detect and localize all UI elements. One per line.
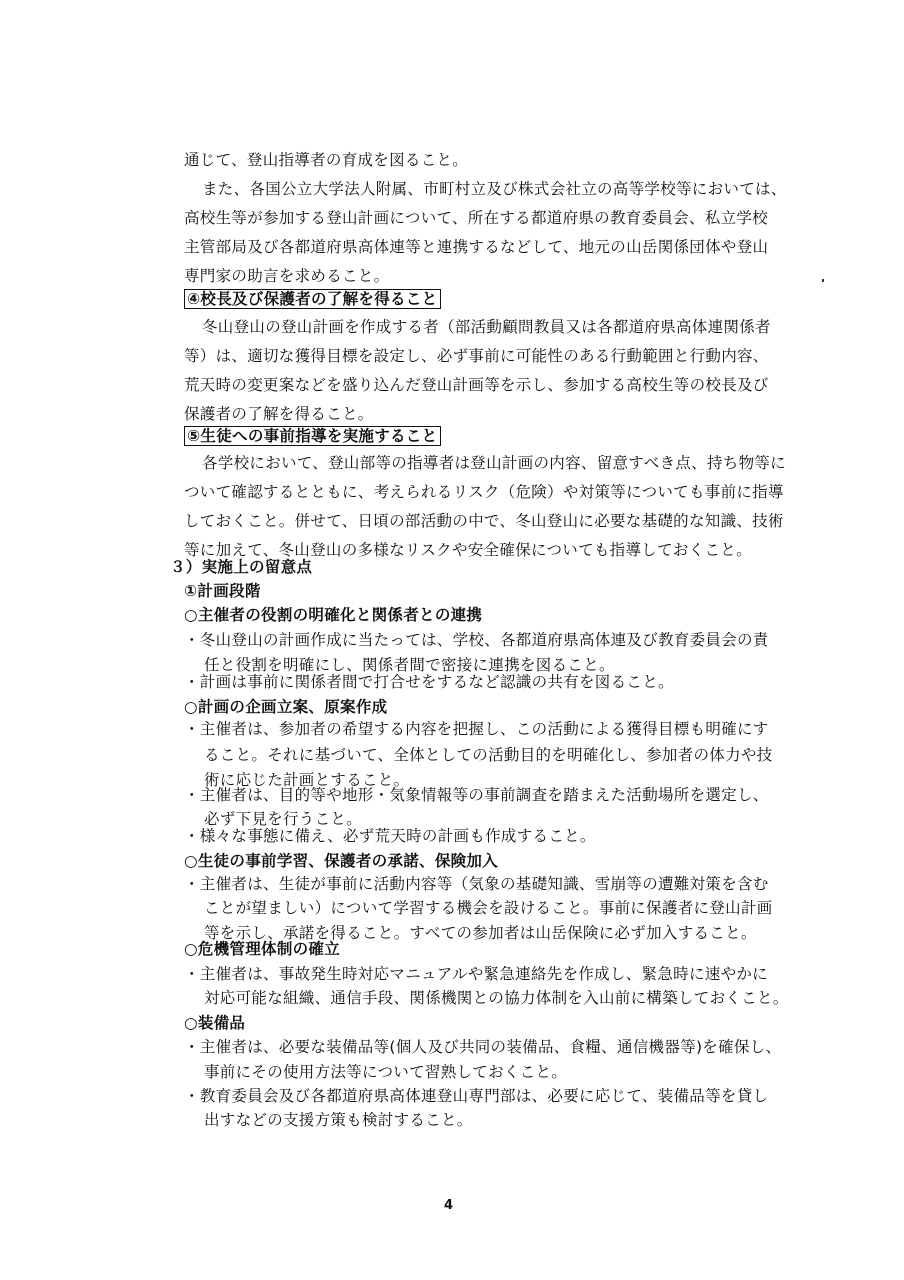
bullet-item-cont: ことが望ましい）について学習する機会を設けること。事前に保護者に登山計画 [204, 899, 773, 917]
group-title: ○生徒の事前学習、保護者の承諾、保険加入 [184, 852, 499, 870]
section-heading-box: ⑤生徒への事前指導を実施すること [184, 426, 441, 446]
bullet-item-cont: 術に応じた計画とすること。 [204, 771, 410, 789]
bullet-item: ・計画は事前に関係者間で打合せをするなど認識の共有を図ること。 [184, 673, 674, 691]
bullet-item: ・主催者は、必要な装備品等(個人及び共同の装備品、食糧、通信機器等)を確保し、 [184, 1038, 782, 1056]
body-text-line: ついて確認するとともに、考えられるリスク（危険）や対策等についても事前に指導 [184, 483, 784, 501]
bullet-item-cont: 任と役割を明確にし、関係者間で密接に連携を図ること。 [204, 656, 615, 674]
section-heading [184, 425, 441, 447]
group-title: ○装備品 [184, 1014, 246, 1032]
body-text-line: しておくこと。併せて、日頃の部活動の中で、冬山登山に必要な基礎的な知識、技術 [184, 512, 784, 530]
group-title: ○主催者の役割の明確化と関係者との連携 [184, 606, 483, 624]
body-text-line: 保護者の了解を得ること。 [184, 405, 374, 423]
bullet-item: ・教育委員会及び各都道府県高体連登山専門部は、必要に応じて、装備品等を貸し [184, 1087, 769, 1105]
bullet-item: ・冬山登山の計画作成に当たっては、学校、各都道府県高体連及び教育委員会の責 [184, 631, 769, 649]
body-text-line: また、各国公立大学法人附属、市町村立及び株式会社立の高等学校等においては、 [202, 180, 787, 198]
bullet-item: ・主催者は、事故発生時対応マニュアルや緊急連絡先を作成し、緊急時に速やかに [184, 965, 768, 983]
subsection-heading: ①計画段階 [184, 582, 261, 600]
body-text-line: 通じて、登山指導者の育成を図ること。 [184, 151, 469, 169]
body-text-line: 高校生等が参加する登山計画について、所在する都道府県の教育委員会、私立学校 [184, 209, 768, 227]
body-text-line: 荒天時の変更案などを盛り込んだ登山計画等を示し、参加する高校生等の校長及び [184, 376, 769, 394]
bullet-item-cont: 必ず下見を行うこと。 [204, 810, 363, 828]
group-title: ○計画の企画立案、原案作成 [184, 698, 388, 716]
bullet-item: ・主催者は、参加者の希望する内容を把握し、この活動による獲得目標も明確にす [184, 720, 769, 738]
group-title: ○危機管理体制の確立 [184, 940, 341, 958]
bullet-item-cont: ること。それに基づいて、全体としての活動目的を明確化し、参加者の体力や技 [204, 746, 773, 764]
scan-speck [822, 279, 824, 282]
body-text-line: 等）は、適切な獲得目標を設定し、必ず事前に可能性のある行動範囲と行動内容、 [184, 347, 769, 365]
bullet-item: ・様々な事態に備え、必ず荒天時の計画も作成すること。 [184, 827, 596, 845]
body-text-line: 主管部局及び各都道府県高体連等と連携するなどして、地元の山岳関係団体や登山 [184, 238, 769, 256]
bullet-item-cont: 対応可能な組織、通信手段、関係機関との協力体制を入山前に構築しておくこと。 [204, 989, 789, 1007]
bullet-item: ・主催者は、目的等や地形・気象情報等の事前調査を踏まえた活動場所を選定し、 [184, 786, 769, 804]
body-text-line: 等に加えて、冬山登山の多様なリスクや安全確保についても指導しておくこと。 [184, 541, 752, 559]
section-heading-box: ④校長及び保護者の了解を得ること [184, 289, 441, 309]
body-text-line: 冬山登山の登山計画を作成する者（部活動顧問教員又は各都道府県高体連関係者 [202, 318, 771, 336]
bullet-item-cont: 事前にその使用方法等について習熟しておくこと。 [204, 1063, 568, 1081]
bullet-item-cont: 等を示し、承諾を得ること。すべての参加者は山岳保険に必ず加入すること。 [204, 924, 757, 942]
body-text-line: 専門家の助言を求めること。 [184, 267, 390, 285]
section-heading: ３）実施上の留意点 [170, 558, 313, 576]
bullet-item-cont: 出すなどの支援方策も検討すること。 [204, 1111, 473, 1129]
page-number: 4 [444, 1198, 454, 1213]
body-text-line: 各学校において、登山部等の指導者は登山計画の内容、留意すべき点、持ち物等に [202, 454, 786, 472]
bullet-item: ・主催者は、生徒が事前に活動内容等（気象の基礎知識、雪崩等の遭難対策を含む [184, 875, 769, 893]
section-heading [184, 288, 441, 310]
